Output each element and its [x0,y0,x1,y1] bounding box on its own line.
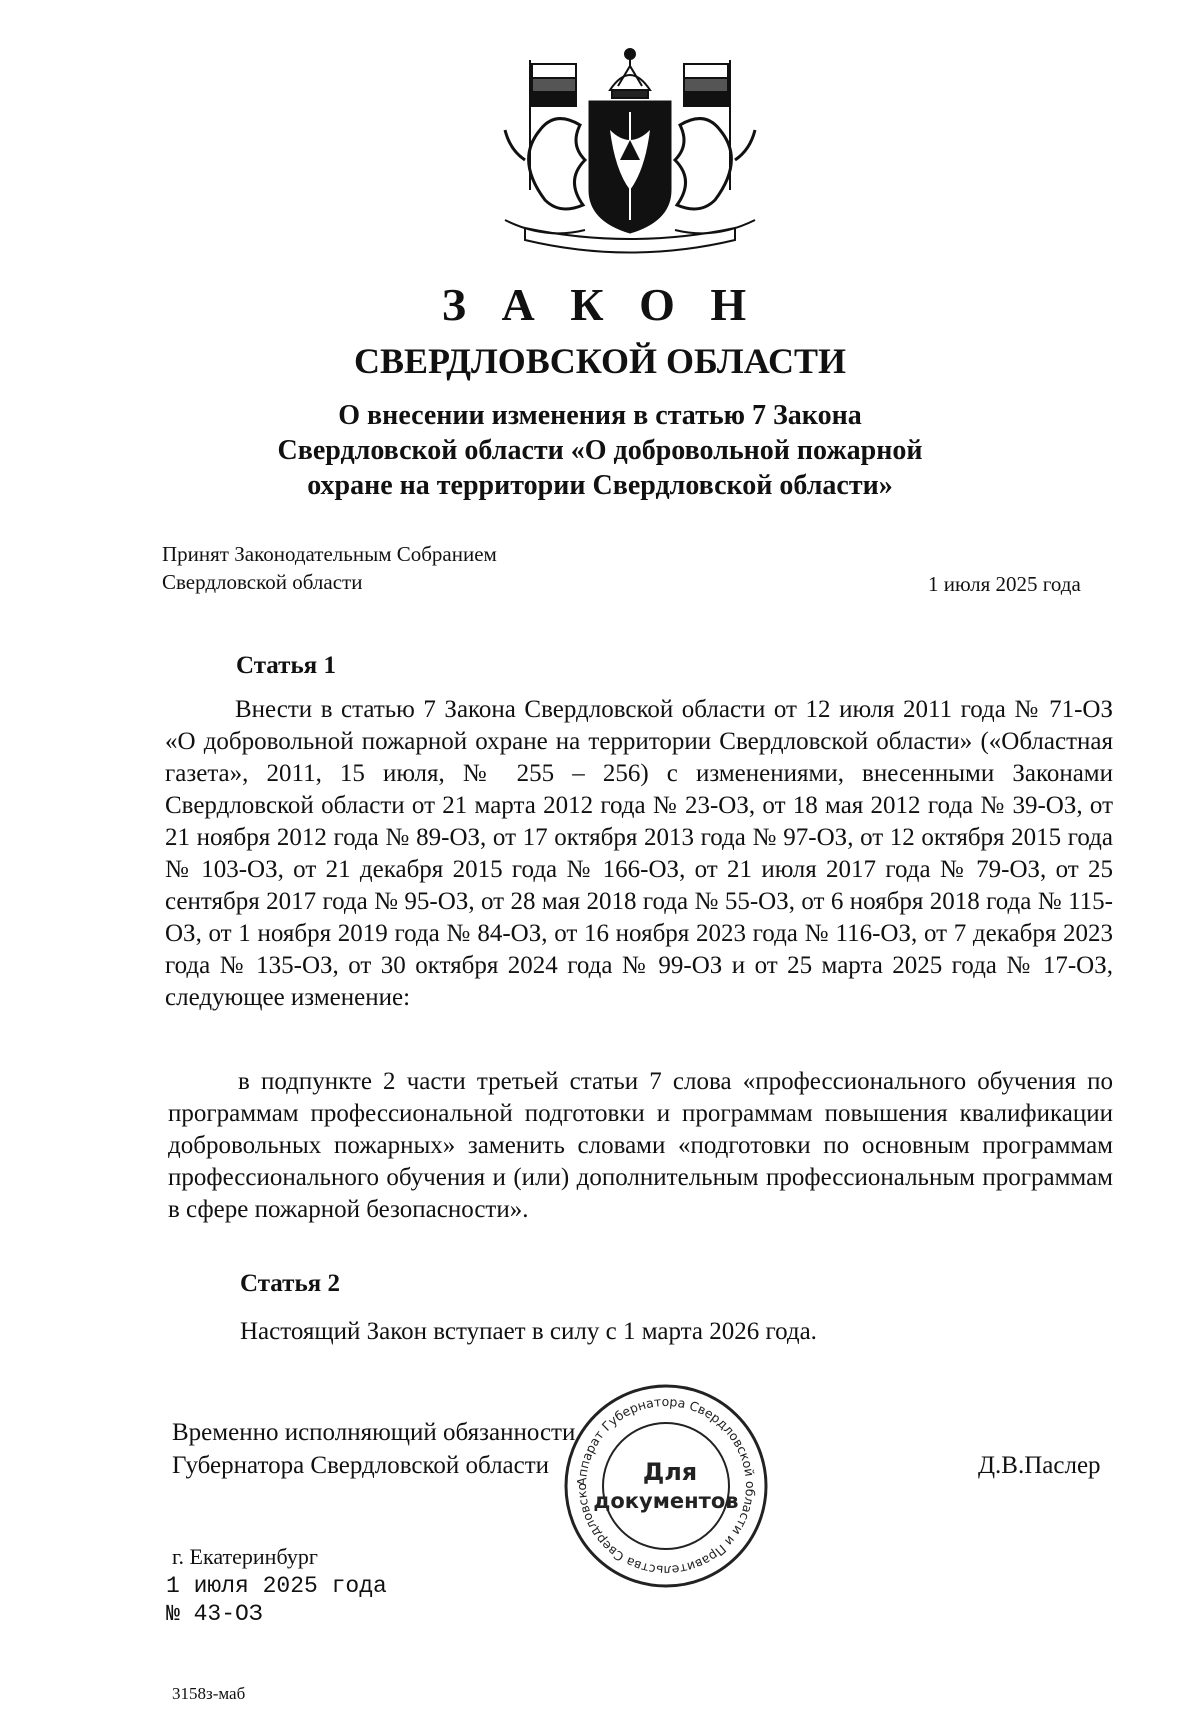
place-date: 1 июля 2025 года [166,1573,387,1599]
stamp-outer-text: Аппарат Губернатора Свердловской области и Правительства Свердловско [573,1393,759,1579]
law-title-line: Свердловской области «О добровольной пожарной [277,435,923,466]
sverdlovsk-oblast-coat-of-arms-icon [485,40,775,265]
law-number: № 43-ОЗ [166,1601,263,1627]
footer-code: 3158з-маб [172,1684,246,1703]
place-city: г. Екатеринбург [172,1544,318,1569]
law-title [160,398,1040,503]
signatory-position: Временно исполняющий обязанности [172,1419,576,1446]
adoption-date: 1 июля 2025 года [928,572,1081,596]
stamp-center-line: Для [642,1458,698,1486]
article-1-heading: Статья 1 [236,652,336,679]
stamp-center-line: документов [593,1489,739,1513]
article-1-amendment: в подпункте 2 части третьей статьи 7 слова «профессионального обучения по программам профессиональной подготовки и программам повышения квалификации добровольных пожарных» заменить словами «подготовки по основным программам профессионального обучения и (или) дополнительным профессиональным программам в сфере пожарной безопасности». [168,1068,1113,1223]
official-stamp [560,1380,772,1592]
adoption-line: Принят Законодательным Собранием [162,542,497,566]
article-2-paragraph: Настоящий Закон вступает в силу с 1 марта 2026 года. [240,1318,817,1345]
law-title-line: О внесении изменения в статью 7 Закона [338,400,862,431]
document-title: З А К О Н [441,279,759,330]
adoption-line: Свердловской области [162,570,363,594]
signatory-position: Губернатора Свердловской области [172,1452,550,1479]
article-1-paragraph: Внести в статью 7 Закона Свердловской области от 12 июля 2011 года № 71-ОЗ «О добровольной пожарной охране на территории Свердловской области» («Областная газета», 2011, 15 июля, № 255 – 256) с изменениями, внесенными Законами Свердловской области от 21 марта 2012 года № 23-ОЗ, от 18 мая 2012 года № 39-ОЗ, от 21 ноября 2012 года № 89-ОЗ, от 17 октября 2013 года № 97-ОЗ, от 12 октября 2015 года № 103-ОЗ, от 21 декабря 2015 года № 166-ОЗ, от 21 июля 2017 года № 79-ОЗ, от 25 сентября 2017 года № 95-ОЗ, от 28 мая 2018 года № 55-ОЗ, от 6 ноября 2018 года № 115-ОЗ, от 1 ноября 2019 года № 84-ОЗ, от 16 ноября 2023 года № 116-ОЗ, от 7 декабря 2023 года № 135-ОЗ, от 30 октября 2024 года № 99-ОЗ и от 25 марта 2025 года № 17-ОЗ, следующее изменение: [165,696,1113,1011]
article-2-heading: Статья 2 [240,1270,340,1297]
law-title-line: охране на территории Свердловской области» [307,470,893,501]
document-subtitle: СВЕРДЛОВСКОЙ ОБЛАСТИ [354,341,846,381]
signatory-name: Д.В.Паслер [978,1452,1101,1479]
